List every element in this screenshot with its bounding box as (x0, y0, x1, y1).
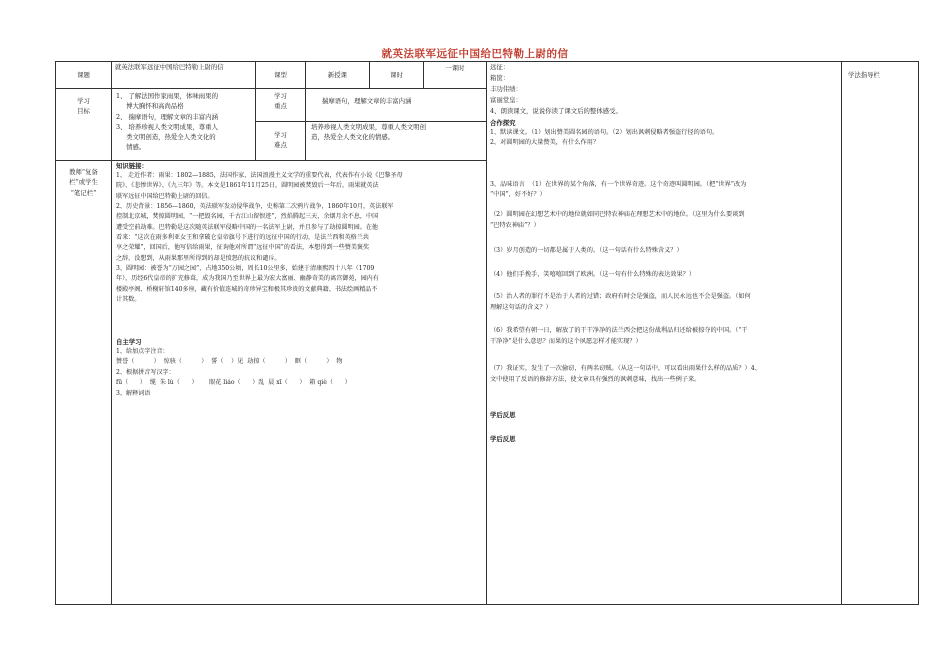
reflection-heading-2: 学后反思 (490, 435, 516, 443)
reflection-heading-1: 学后反思 (490, 411, 516, 419)
course-name: 就英法联军远征中国给巴特勒上尉的信 (115, 63, 224, 71)
divider-guide-column (841, 61, 842, 605)
selfstudy-heading: 自主学习 (116, 338, 142, 346)
table-border-bottom (55, 604, 919, 605)
hours-value: 一课时 (445, 64, 465, 72)
vocab-text: 远征： 箱筐： 丰功伟绩： 富丽堂皇： 4、朗读课文，说说你读了课文后的整体感受。 (490, 63, 622, 115)
difficulty-label: 学习 难点 (274, 131, 287, 150)
course-label: 课题 (77, 71, 90, 79)
question-4: （4）他们手挽手，笑嘻嘻回到了欧洲。（这一句有什么特殊的表达效果？） (490, 271, 696, 278)
teacher-notes-label: 教师“复备 栏”或学生 “笔记栏” (69, 168, 98, 197)
selfstudy-text: 1、给加点字注音： 赞誉（ ） 惊骇（ ） 誓（ ）见 劫掠（ ） 眶（ ） 物 2、根据拼音写汉字： fū（ ） 缆 朱 lù（ ） 眼花 liáo（ ）乱 晨 xī（ ） 箱 qiè（ ） 3、解释词语 (116, 348, 351, 397)
focus-value: 揣摩语句，理解文章的丰富内涵 (322, 97, 412, 105)
focus-label: 学习 重点 (274, 92, 287, 111)
difficulty-value: 培养珍视人类文明成果，尊重人类文明创 造，热爱全人类文化的情感。 (311, 123, 427, 142)
inquiry-intro: 1、默读课文。（1）划出赞美圆名园的语句。（2）划出讽刺侵略者强盗行径的语句。 2、对圆明园的大量赞美，有什么作用？ 3、品味语言 （1）在世界的某个角落，有一个世界奇迹。这个奇迹叫圆明园。（把“世界”改为 “中国”，好不好？） (490, 129, 747, 199)
question-2: （2）圆明园在幻想艺术中的地位就如同巴特农神庙在理想艺术中的地位。（这里为什么要谈到 “巴特农神庙”？） (490, 211, 745, 229)
table-border-right (918, 61, 919, 605)
table-border-left (55, 61, 56, 605)
goals-list: 1、 了解法国作家雨果，体味雨果的 博大胸怀和高尚品格 2、 揣摩语句，理解文章的丰富内涵 3、 培养珍视人类文明成果，尊重人 类文明创造，热爱全人类文化的 情感。 (116, 92, 218, 152)
study-guide-label: 学法指导栏 (848, 71, 880, 79)
inquiry-heading: 合作探究 (490, 119, 516, 127)
hours-label: 课时 (390, 71, 403, 79)
question-3: （3）岁月创造的一切都是属于人类的。（这一句话有什么特殊含义？） (490, 247, 683, 254)
row-line-header (55, 88, 486, 89)
question-5: （5）治人者的罪行不是治于人者的过错；政府有时会是强盗，而人民永远也不会是强盗。（如何 理解这句话的含义？） (490, 293, 751, 311)
divider-teacher-column (111, 61, 112, 605)
col-line-focus-label (305, 88, 306, 160)
question-7: （7）我证实，发生了一次偷窃，有两名窃贼。（从这一句话中，可以看出雨果什么样的品质？）4、 文中使用了反语的修辞方法，使文章具有强烈的讽刺意味，找出一些例子来。 (490, 365, 761, 383)
goals-label: 学习 目标 (77, 97, 90, 116)
question-6: （6）我希望有朝一日，解放了的干干净净的法兰西会把这份战利品归还给被掠夺的中国。（“干 干净净”是什么意思？而果的这个夙愿怎样才能实现？） (490, 327, 748, 345)
type-value: 新授课 (327, 71, 348, 79)
type-label: 课型 (274, 71, 287, 79)
knowledge-heading: 知识链接： (116, 162, 148, 170)
page-title: 就英法联军远征中国给巴特勒上尉的信 (381, 48, 569, 60)
divider-middle-right (486, 61, 487, 605)
knowledge-text: 1、 走近作者：雨果：1802—1885，法国作家，法国浪漫主义文学的重要代表，代表作有小说《巴黎圣母 院》、《悲惨世界》、《九三年》等。本文是1861年11月25日，圆明园被焚毁后一年后，雨果就英法 联军远征中国给巴特勒上尉的回信。 2、历史背景：1856—1860，英法联军发动侵华战争，史称第二次鸦片战争，1860年10月，英法联军 控制北京城，焚掠圆明园，“一把毁名园，千古江山留恨迹”，烈焰腾起三天，余烟月余不息，中国 遭受空前劫难。巴特勒是这次随英法联军侵略中国的一名法军上尉，并且参与了劫掠圆明园。在他 看来：“这次在雨多利亚女王和拿破仑皇帝旗号下进行的远征中国的行动，是法兰西和英格兰共 享之荣耀”，回国后，他写信给雨果，征询他对所谓“远征中国”的看法，本想得到一些赞美褒奖 之辞，没想到，从雨果那里所得到的却是愤怒的抗议和谴斥。 3、圆明园：被誉为“万园之园”，占地350公顷，周长10公里多，始建于清康熙四十八年（1709 年），历经6代皇帝的扩充修葺，成为我国乃至世界上最为宏大富丽、幽静奇美的离宫御苑，园内有 楼殿亭阁、桥榭轩馆140多座，藏有价值连城的奇珍异宝和极其珍贵的文献典籍、书法绘画精品不 计其数。 (116, 172, 403, 304)
